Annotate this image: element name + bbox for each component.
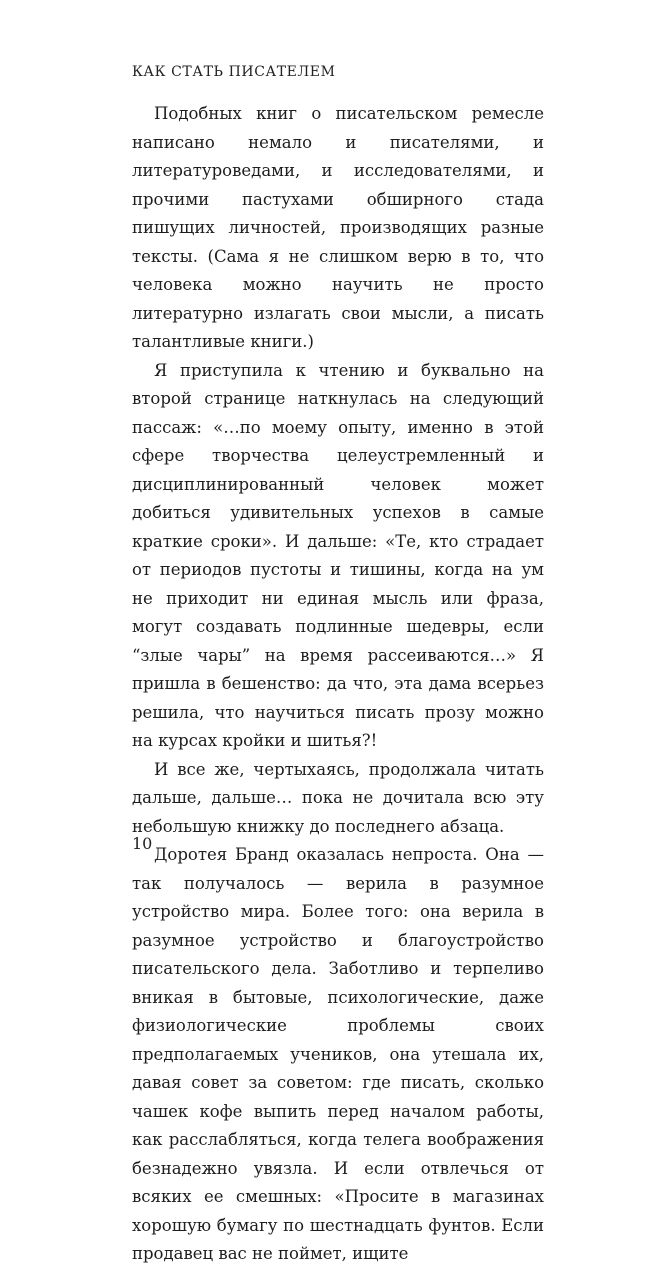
paragraph-2: Я приступила к чтению и буквально на второй странице наткнулась на следующий пассаж: «…по моему опыту, именно в этой сфере творчества целеустремленный и дисциплинированный человек может добиться удивительных успехов в самые краткие сроки». И дальше: «Те, кто страдает от периодов пустоты и тишины, когда на ум не приходит ни единая мысль или фраза, могут создавать подлинные шедевры, если “злые чары” на время рассеиваются…» Я пришла в бешенство: да что, эта дама всерьез решила, что научиться писать прозу можно на курсах кройки и шитья?! [132,360,544,750]
paragraph-3: И все же, чертыхаясь, продолжала читать дальше, дальше… пока не дочитала всю эту небольшую книжку до последнего абзаца. [132,759,544,836]
body-text [132,100,544,1269]
paragraph-1: Подобных книг о писательском ремесле написано немало и писателями, и литературоведами, и исследователями, и прочими пастухами обширного стада пишущих личностей, производящих разные тексты. (Сама я не слишком верю в то, что человека можно научить не просто литературно излагать свои мысли, а писать талантливые книги.) [132,104,544,351]
page-number: 10 [132,834,153,853]
paragraph-4: Доротея Бранд оказалась непроста. Она — так получалось — верила в разумное устройство мира. Более того: она верила в разумное устройство и благоустройство писательского дела. Заботливо и терпеливо вникая в бытовые, психологические, даже физиологические проблемы своих предполагаемых учеников, она утешала их, давая совет за советом: где писать, сколько чашек кофе выпить перед началом работы, как расслабляться, когда телега воображения безнадежно увязла. И если отвлечься от всяких ее смешных: «Просите в магазинах хорошую бумагу по шестнадцать фунтов. Если продавец вас не поймет, ищите [132,845,544,1263]
running-head: КАК СТАТЬ ПИСАТЕЛЕМ [132,64,336,80]
